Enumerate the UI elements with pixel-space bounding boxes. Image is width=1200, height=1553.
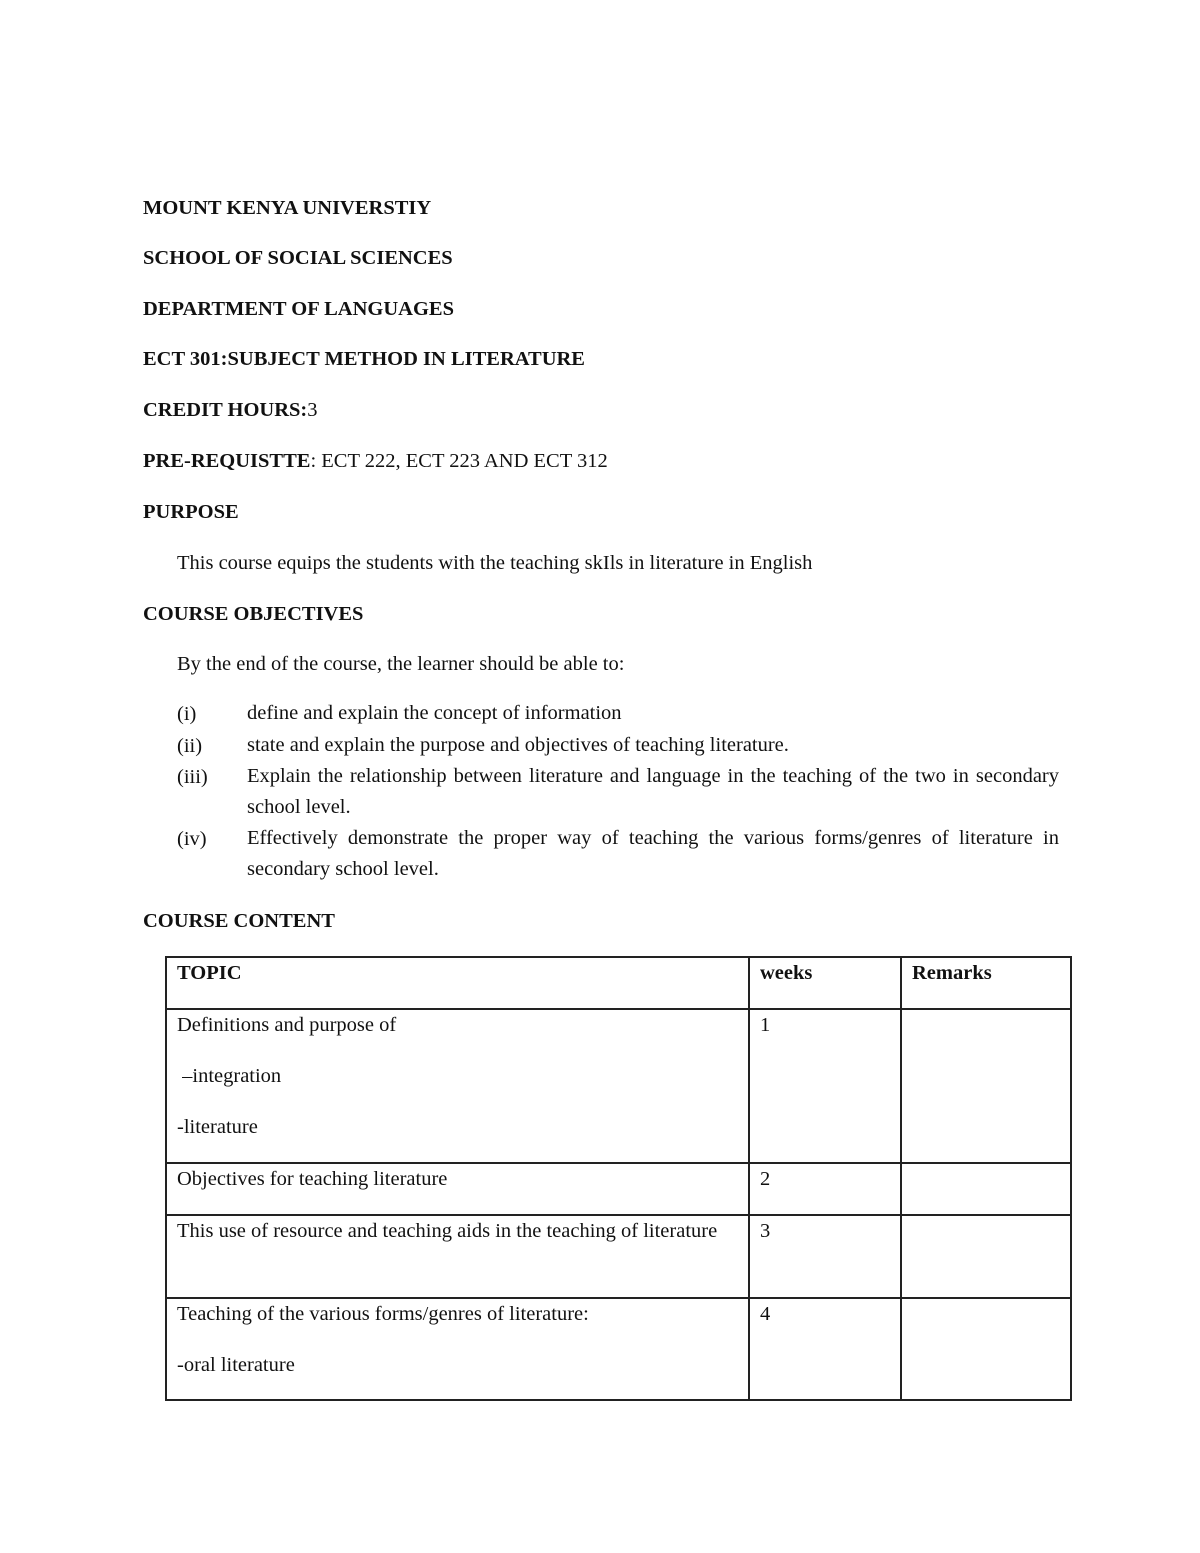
objective-text: state and explain the purpose and objectives of teaching literature. [247, 734, 789, 756]
school-name: SCHOOL OF SOCIAL SCIENCES [143, 247, 453, 269]
topic-text: Teaching of the various forms/genres of literature: [177, 1303, 589, 1325]
objective-text: define and explain the concept of information [247, 702, 622, 724]
objective-text: Effectively demonstrate the proper way of teaching the various forms/genres of literature in secondary school level. [247, 827, 1059, 880]
topic-text: Definitions and purpose of [177, 1014, 397, 1036]
table-row [166, 1163, 1071, 1215]
topic-subitem: –integration [177, 1065, 282, 1087]
table-row [166, 1009, 1071, 1163]
week-cell: 2 [749, 1163, 901, 1215]
objective-number: (iii) [177, 766, 208, 788]
objectives-heading: COURSE OBJECTIVES [143, 603, 364, 625]
topic-subitem: -oral literature [177, 1354, 295, 1376]
remarks-cell [901, 1215, 1071, 1298]
prerequisite-value: : ECT 222, ECT 223 AND ECT 312 [310, 450, 608, 472]
objectives-intro: By the end of the course, the learner should be able to: [177, 653, 625, 675]
table-row [166, 1215, 1071, 1298]
topic-cell: Objectives for teaching literature [166, 1163, 749, 1215]
week-cell: 3 [749, 1215, 901, 1298]
course-title: ECT 301:SUBJECT METHOD IN LITERATURE [143, 348, 585, 370]
table-row [166, 1298, 1071, 1400]
topic-cell [166, 1009, 749, 1163]
remarks-cell [901, 1298, 1071, 1400]
topic-subitem: -literature [177, 1116, 258, 1138]
credit-hours-label: CREDIT HOURS: [143, 399, 308, 421]
purpose-text: This course equips the students with the teaching skIls in literature in English [177, 552, 813, 574]
prerequisite [143, 449, 608, 473]
topic-cell [166, 1298, 749, 1400]
table-header-row [166, 957, 1071, 1009]
credit-hours [143, 398, 317, 422]
column-header-weeks: weeks [749, 957, 901, 1009]
prerequisite-label: PRE-REQUISTTE [143, 450, 311, 472]
university-name: MOUNT KENYA UNIVERSTIY [143, 197, 432, 219]
week-cell: 1 [749, 1009, 901, 1163]
purpose-heading: PURPOSE [143, 501, 239, 523]
remarks-cell [901, 1163, 1071, 1215]
objective-number: (ii) [177, 735, 203, 757]
week-cell: 4 [749, 1298, 901, 1400]
department-name: DEPARTMENT OF LANGUAGES [143, 298, 454, 320]
column-header-topic: TOPIC [166, 957, 749, 1009]
course-content-table [165, 956, 1072, 1401]
credit-hours-value: 3 [307, 399, 318, 421]
objective-text: Explain the relationship between literature and language in the teaching of the two in secondary school level. [247, 765, 1059, 818]
remarks-cell [901, 1009, 1071, 1163]
topic-cell: This use of resource and teaching aids in the teaching of literature [166, 1215, 749, 1298]
objective-number: (i) [177, 703, 197, 725]
objective-number: (iv) [177, 828, 207, 850]
content-heading: COURSE CONTENT [143, 910, 335, 932]
column-header-remarks: Remarks [901, 957, 1071, 1009]
